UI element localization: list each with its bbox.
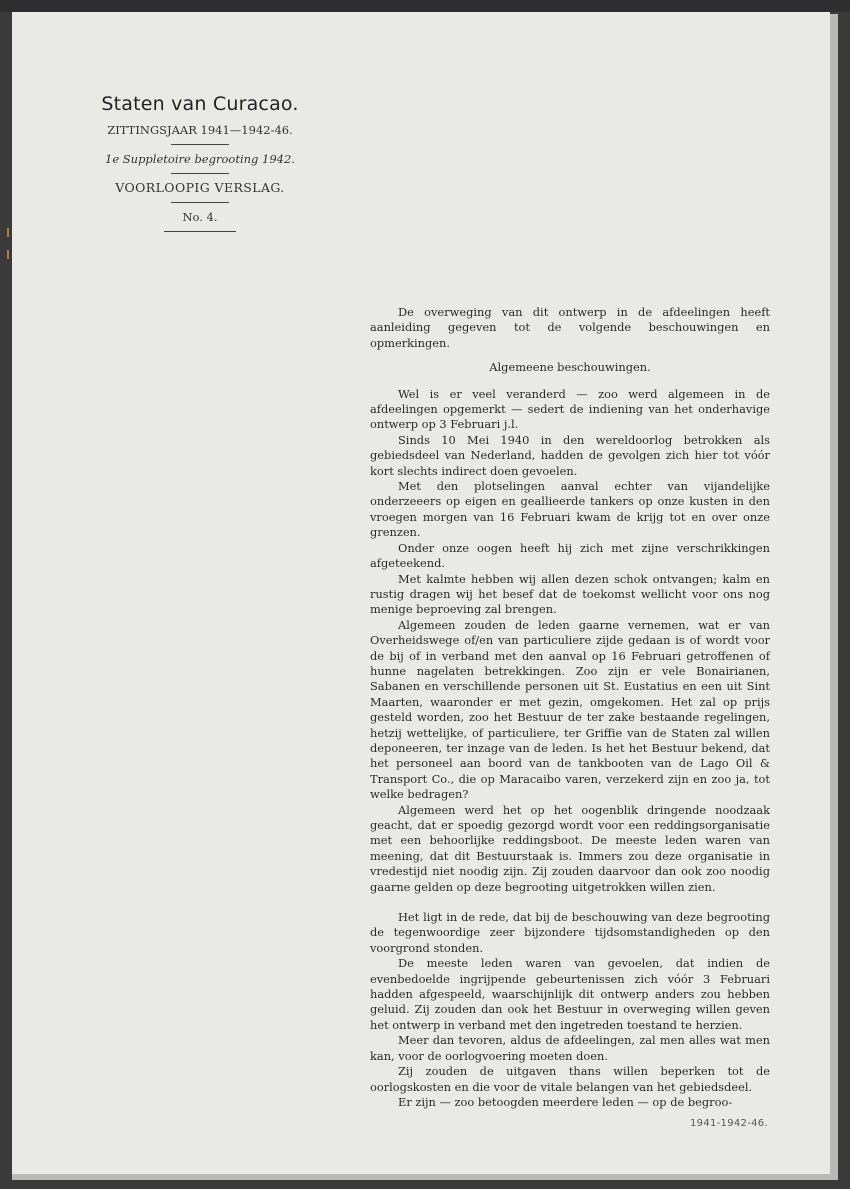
paragraph: Algemeen werd het op het oogenblik dringende noodzaak geacht, dat er spoedig gezorgd wordt voor een reddingsorganisatie met een behoorlijke reddingsboot. De meeste leden waren van meening, dat dit Bestuurstaak is. Immers zou deze organisatie in vredestijd niet noodig zijn. Zij zouden daarvoor dan ook zoo noodig gaarne gelden op deze begrooting uitgetrokken willen zien.: [370, 802, 770, 894]
paragraph: Er zijn — zoo betoogden meerdere leden — op de begroo-: [398, 1094, 733, 1109]
budget-title: 1e Suppletoire begrooting 1942.: [105, 152, 295, 166]
document-header: [95, 92, 305, 238]
report-type: VOORLOOPIG VERSLAG.: [115, 180, 285, 195]
intro-paragraph: De overweging van dit ontwerp in de afdeelingen heeft aanleiding gegeven tot de volgende beschouwingen en opmerkingen.: [370, 305, 770, 350]
report-body: [370, 305, 770, 1110]
paragraph: Met kalmte hebben wij allen dezen schok ontvangen; kalm en rustig dragen wij het besef dat de toekomst wellicht voor ons nog menige beproeving zal brengen.: [370, 571, 770, 617]
paragraph: Met den plotselingen aanval echter van vijandelijke onderzeeers op eigen en geallieerde tankers op onze kusten in den vroegen morgen van 16 Februari kwam de krijg tot en over onze grenzen.: [370, 479, 770, 540]
paragraph: Sinds 10 Mei 1940 in den wereldoorlog betrokken als gebiedsdeel van Nederland, hadden de gevolgen zich hier tot vóór kort slechts indirect doen gevoelen.: [370, 432, 770, 478]
paragraph: Algemeen zouden de leden gaarne vernemen, wat er van Overheidswege of/en van particuliere zijde gedaan is of wordt voor de bij of in verband met den aanval op 16 Februari getroffenen of hunne nagelaten betrekkingen. Zoo zijn er vele Bonairianen, Sabanen en verschillende personen uit St. Eustatius en een uit Sint Maarten, waaronder er met gezin, omgekomen. Het zal op prijs gesteld worden, zoo het Bestuur de ter zake bestaande regelingen, hetzij wettelijke, of particuliere, ter Griffie van de Staten zal willen deponeeren, ter inzage van de leden. Is het het Bestuur bekend, dat het personeel aan boord van de tankbooten van de Lago Oil & Transport Co., die op Maracaibo varen, verzekerd zijn en zoo ja, tot welke bedragen?: [370, 617, 770, 802]
organization-title: Staten van Curacao.: [101, 93, 299, 115]
margin-mark: [7, 228, 9, 237]
top-dark-strip: [0, 0, 850, 12]
divider: [164, 231, 236, 232]
section-heading: Algemeene beschouwingen.: [489, 360, 651, 375]
margin-mark: [7, 250, 9, 259]
paragraph: Meer dan tevoren, aldus de afdeelingen, zal men alles wat men kan, voor de oorlogvoering moeten doen.: [370, 1033, 770, 1063]
page-code: 1941-1942-46.: [690, 1118, 768, 1129]
session-year: ZITTINGSJAAR 1941—1942-46.: [107, 123, 293, 137]
divider: [171, 202, 229, 203]
divider: [171, 173, 229, 174]
divider: [171, 144, 229, 145]
document-number: No. 4.: [182, 210, 218, 224]
paragraph: De meeste leden waren van gevoelen, dat indien de evenbedoelde ingrijpende gebeurtenissen zich vóór 3 Februari hadden afgespeeld, waarschijnlijk dit ontwerp anders zou hebben geluid. Zij zouden dan ook het Bestuur in overweging willen geven het ontwerp in verband met den ingetreden toestand te herzien.: [370, 956, 770, 1032]
paragraph: Wel is er veel veranderd — zoo werd algemeen in de afdeelingen opgemerkt — sedert de indiening van het onderhavige ontwerp op 3 Februari j.l.: [370, 386, 770, 432]
paragraph: Zij zouden de uitgaven thans willen beperken tot de oorlogskosten en die voor de vitale belangen van het gebiedsdeel.: [370, 1064, 770, 1094]
paragraph: Het ligt in de rede, dat bij de beschouwing van deze begrooting de tegenwoordige zeer bijzondere tijdsomstandigheden op den voorgrond stonden.: [370, 910, 770, 955]
paragraph: Onder onze oogen heeft hij zich met zijne verschrikkingen afgeteekend.: [370, 540, 770, 571]
